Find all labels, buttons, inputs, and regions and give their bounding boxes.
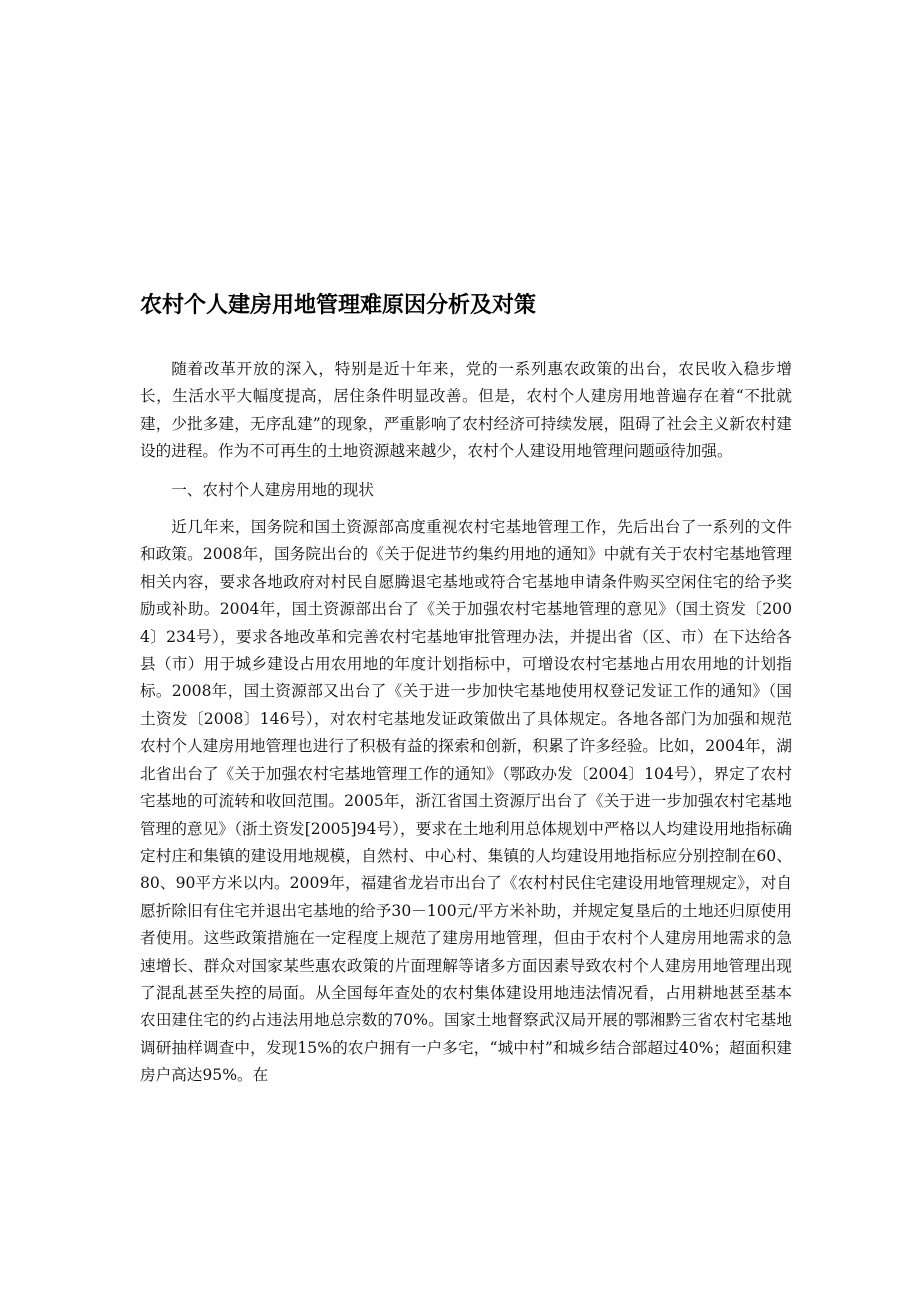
intro-paragraph: 随着改革开放的深入，特别是近十年来，党的一系列惠农政策的出台，农民收入稳步增长，生活水平大幅度提高，居住条件明显改善。但是，农村个人建房用地普遍存在着“不批就建，少批多建，无序乱建”的现象，严重影响了农村经济可持续发展，阻碍了社会主义新农村建设的进程。作为不可再生的土地资源越来越少，农村个人建设用地管理问题亟待加强。 — [140, 360, 792, 461]
document-title: 农村个人建房用地管理难原因分析及对策 — [140, 293, 537, 318]
document-body — [140, 356, 792, 1090]
section-heading: 一、农村个人建房用地的现状 — [171, 480, 374, 499]
body-paragraph: 近几年来，国务院和国土资源部高度重视农村宅基地管理工作，先后出台了一系列的文件和政策。2008年，国务院出台的《关于促进节约集约用地的通知》中就有关于农村宅基地管理相关内容，要求各地政府对村民自愿腾退宅基地或符合宅基地申请条件购买空闲住宅的给予奖励或补助。2004年，国土资源部出台了《关于加强农村宅基地管理的意见》（国土资发〔2004〕234号），要求各地改革和完善农村宅基地审批管理办法，并提出省（区、市）在下达给各县（市）用于城乡建设占用农用地的年度计划指标中，可增设农村宅基地占用农用地的计划指标。2008年，国土资源部又出台了《关于进一步加快宅基地使用权登记发证工作的通知》（国土资发〔2008〕146号），对农村宅基地发证政策做出了具体规定。各地各部门为加强和规范农村个人建房用地管理也进行了积极有益的探索和创新，积累了许多经验。比如，2004年，湖北省出台了《关于加强农村宅基地管理工作的通知》（鄂政办发〔2004〕104号），界定了农村宅基地的可流转和收回范围。2005年，浙江省国土资源厅出台了《关于进一步加强农村宅基地管理的意见》（浙土资发[2005]94号），要求在土地利用总体规划中严格以人均建设用地指标确定村庄和集镇的建设用地规模，自然村、中心村、集镇的人均建设用地指标应分别控制在60、80、90平方米以内。2009年，福建省龙岩市出台了《农村村民住宅建设用地管理规定》，对自愿折除旧有住宅并退出宅基地的给予30－100元/平方米补助，并规定复垦后的土地还归原使用者使用。这些政策措施在一定程度上规范了建房用地管理，但由于农村个人建房用地需求的急速增长、群众对国家某些惠农政策的片面理解等诸多方面因素导致农村个人建房用地管理出现了混乱甚至失控的局面。从全国每年查处的农村集体建设用地违法情况看，占用耕地甚至基本农田建住宅的约占违法用地总宗数的70%。国家土地督察武汉局开展的鄂湘黔三省农村宅基地调研抽样调查中，发现15%的农户拥有一户多宅，“城中村”和城乡结合部超过40%；超面积建房户高达95%。在 — [140, 518, 792, 1085]
